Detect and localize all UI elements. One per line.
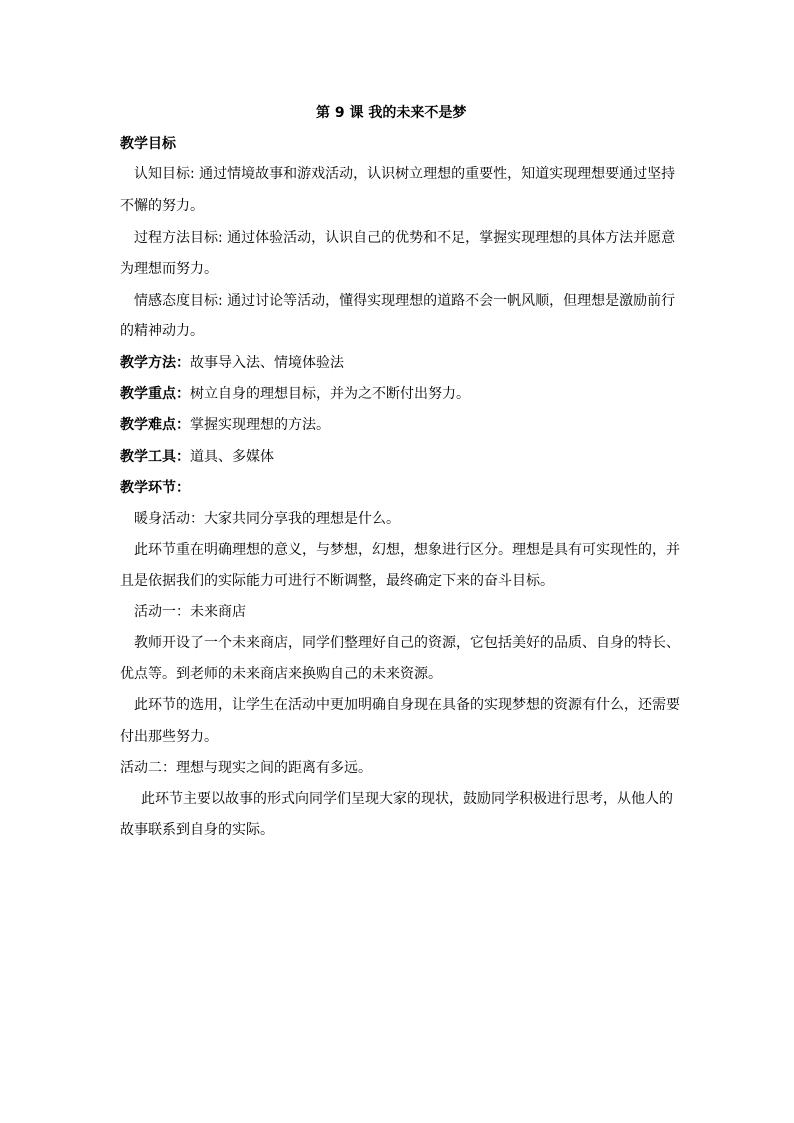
teaching-method [120, 353, 344, 373]
teaching-tools [120, 447, 274, 467]
activity-two-note-line1: 此环节主要以故事的形式向同学们呈现大家的现状，鼓励同学积极进行思考，从他人的 [141, 791, 673, 807]
teaching-difficulty-value: 掌握实现理想的方法。 [190, 417, 330, 433]
warmup-note-line2: 且是依据我们的实际能力可进行不断调整，最终确定下来的奋斗目标。 [120, 573, 554, 589]
warmup-activity: 暖身活动：大家共同分享我的理想是什么。 [134, 511, 400, 527]
teaching-steps-heading: 教学环节： [120, 480, 190, 496]
teaching-tools-label: 教学工具： [120, 449, 190, 465]
activity-one-desc-line2: 优点等。到老师的未来商店来换购自己的未来资源。 [120, 666, 442, 682]
teaching-difficulty [120, 415, 330, 435]
activity-one-note-line2: 付出那些努力。 [120, 729, 218, 745]
activity-two-note-line2: 故事联系到自身的实际。 [120, 822, 274, 838]
warmup-note-line1: 此环节重在明确理想的意义，与梦想，幻想，想象进行区分。理想是具有可实现性的，并 [134, 542, 680, 558]
goal-emotion-line2: 的精神动力。 [120, 323, 204, 339]
teaching-difficulty-label: 教学难点： [120, 417, 190, 433]
activity-two-title: 活动二：理想与现实之间的距离有多远。 [120, 760, 372, 776]
teaching-method-label: 教学方法： [120, 355, 190, 371]
activity-one-note-line1: 此环节的选用，让学生在活动中更加明确自身现在具备的实现梦想的资源有什么，还需要 [134, 697, 680, 713]
teaching-tools-value: 道具、多媒体 [190, 449, 274, 465]
teaching-focus-value: 树立自身的理想目标，并为之不断付出努力。 [190, 386, 470, 402]
goal-cognitive-line1: 认知目标: 通过情境故事和游戏活动，认识树立理想的重要性，知道实现理想要通过坚持 [134, 166, 676, 182]
teaching-focus-label: 教学重点： [120, 386, 190, 402]
teaching-method-value: 故事导入法、情境体验法 [190, 355, 344, 371]
activity-one-title: 活动一：未来商店 [134, 604, 246, 620]
goal-emotion-line1: 情感态度目标: 通过讨论等活动，懂得实现理想的道路不会一帆风顺，但理想是激励前行 [134, 293, 676, 309]
teaching-focus [120, 384, 470, 404]
goal-process-line1: 过程方法目标: 通过体验活动，认识自己的优势和不足，掌握实现理想的具体方法并愿意 [134, 230, 676, 246]
activity-one-desc-line1: 教师开设了一个未来商店，同学们整理好自己的资源，它包括美好的品质、自身的特长、 [134, 635, 680, 651]
goal-cognitive-line2: 不懈的努力。 [120, 198, 204, 214]
section-heading-goals: 教学目标 [120, 136, 176, 152]
goal-process-line2: 为理想而努力。 [120, 261, 218, 277]
page-title: 第 9 课 我的未来不是梦 [316, 105, 467, 121]
